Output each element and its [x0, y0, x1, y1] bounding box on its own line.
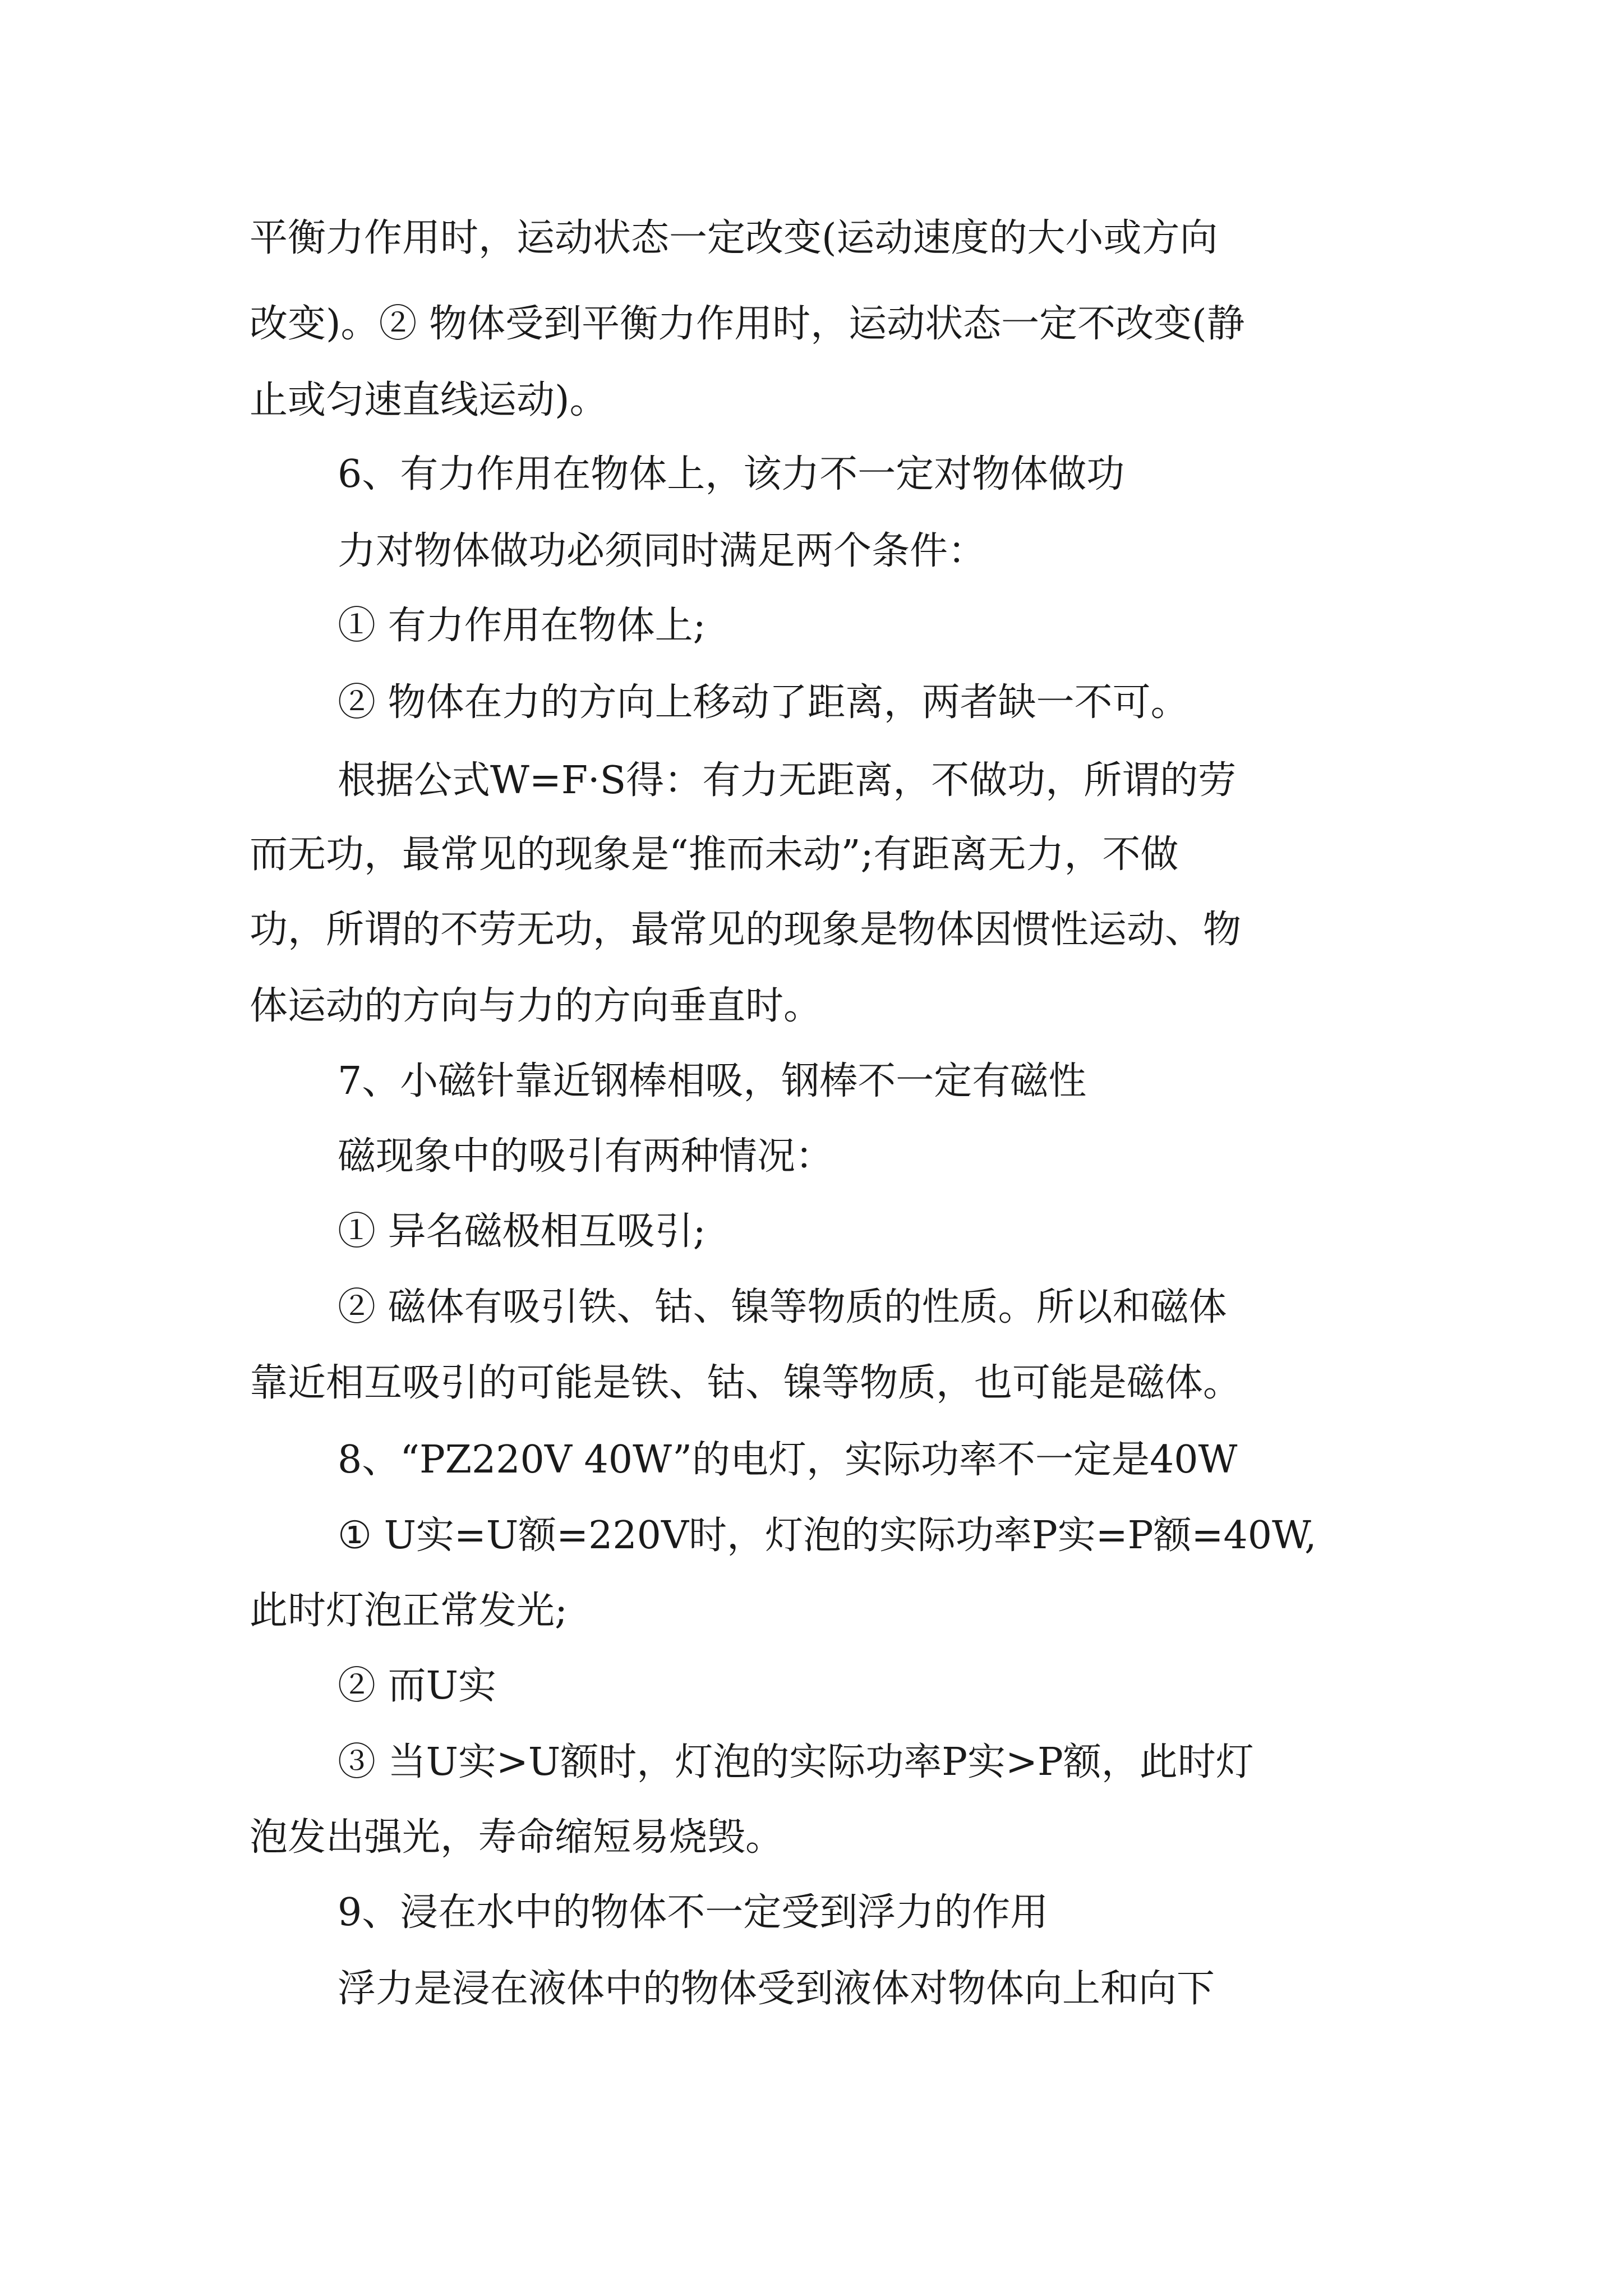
text-line: 止或匀速直线运动)。: [250, 378, 608, 422]
text-line: 功，所谓的不劳无功，最常见的现象是物体因惯性运动、物: [250, 908, 1242, 952]
text-line: 平衡力作用时，运动状态一定改变(运动速度的大小或方向: [250, 216, 1218, 260]
section-heading-6: 6、有力作用在物体上，该力不一定对物体做功: [338, 452, 1125, 496]
text-line: 力对物体做功必须同时满足两个条件：: [338, 529, 986, 573]
section-heading-8: 8、“PZ220V 40W”的电灯，实际功率不一定是40W: [338, 1438, 1238, 1482]
list-item: ① U实=U额=220V时，灯泡的实际功率P实=P额=40W,: [338, 1513, 1317, 1558]
list-item: ③ 当U实>U额时，灯泡的实际功率P实>P额，此时灯: [338, 1740, 1254, 1784]
section-heading-7: 7、小磁针靠近钢棒相吸，钢棒不一定有磁性: [338, 1059, 1087, 1103]
list-item: ① 异名磁极相互吸引;: [338, 1209, 706, 1254]
list-item: ② 物体在力的方向上移动了距离，两者缺一不可。: [338, 680, 1189, 725]
text-line: 根据公式W=F·S得：有力无距离，不做功，所谓的劳: [338, 758, 1237, 803]
text-line: 靠近相互吸引的可能是铁、钴、镍等物质，也可能是磁体。: [250, 1361, 1242, 1405]
text-line: 体运动的方向与力的方向垂直时。: [250, 984, 822, 1028]
list-item: ② 磁体有吸引铁、钴、镍等物质的性质。所以和磁体: [338, 1285, 1227, 1329]
section-heading-9: 9、浸在水中的物体不一定受到浮力的作用: [338, 1890, 1049, 1935]
text-line: 而无功，最常见的现象是“推而未动”;有距离无力，不做: [250, 832, 1179, 877]
text-line: 浮力是浸在液体中的物体受到液体对物体向上和向下: [338, 1967, 1215, 2011]
text-line: 磁现象中的吸引有两种情况：: [338, 1134, 834, 1179]
list-item: ① 有力作用在物体上;: [338, 604, 706, 648]
text-line: 泡发出强光，寿命缩短易烧毁。: [250, 1815, 784, 1860]
text-line: 此时灯泡正常发光;: [250, 1589, 568, 1633]
text-line: 改变)。② 物体受到平衡力作用时，运动状态一定不改变(静: [250, 302, 1245, 346]
list-item: ② 而U实: [338, 1664, 496, 1708]
